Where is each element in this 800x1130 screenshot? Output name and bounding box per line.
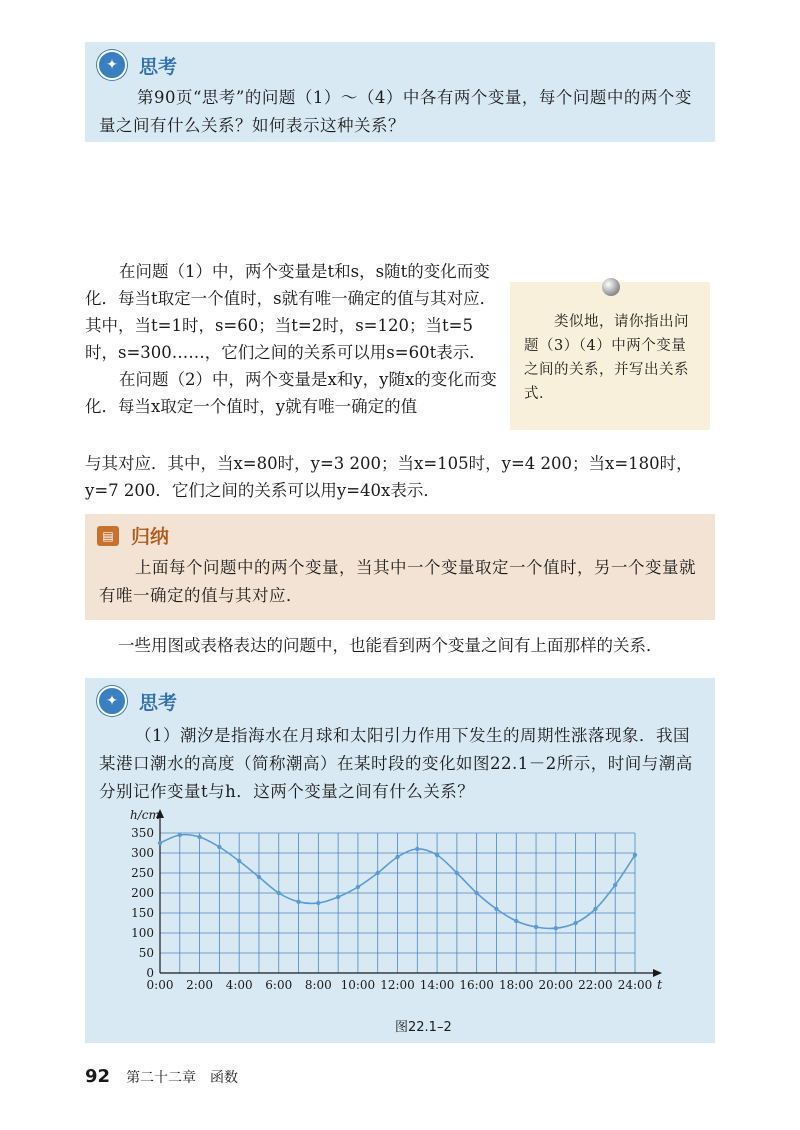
- data-point: [633, 853, 637, 857]
- y-tick-label: 0: [146, 966, 154, 980]
- think-header-1: [97, 50, 177, 80]
- summary-text: 上面每个问题中的两个变量，当其中一个变量取定一个值时，另一个变量就有唯一确定的值与其对应．: [99, 558, 696, 605]
- data-point: [217, 845, 221, 849]
- data-point: [514, 919, 518, 923]
- y-tick-label: 250: [131, 866, 154, 880]
- summary-title: 归纳: [131, 526, 170, 548]
- x-tick-label: 18:00: [498, 978, 534, 992]
- data-point: [455, 871, 459, 875]
- y-axis-label: h/cm: [130, 808, 160, 822]
- think-header-2: [97, 686, 177, 716]
- side-note-text: 类似地，请你指出问题（3）（4）中两个变量之间的关系，并写出关系式．: [524, 314, 689, 402]
- data-point: [178, 833, 182, 837]
- data-point: [237, 859, 241, 863]
- data-point: [316, 901, 320, 905]
- think-question-2: （1）潮汐是指海水在月球和太阳引力作用下发生的周期性涨落现象．我国某港口潮水的高度（简称潮高）在某时段的变化如图22.1－2所示，时间与潮高分别记作变量t与h．这两个变量之间有什么关系？: [99, 726, 693, 801]
- pin-icon: [602, 278, 620, 296]
- data-point: [336, 895, 340, 899]
- data-point: [197, 835, 201, 839]
- data-point: [613, 883, 617, 887]
- data-point: [573, 921, 577, 925]
- tide-chart: [115, 808, 705, 1038]
- data-point: [593, 907, 597, 911]
- data-point: [435, 853, 439, 857]
- paragraph-problem-1: 在问题（1）中，两个变量是t和s，s随t的变化而变化．每当t取定一个值时，s就有唯一确定的值与其对应．其中，当t=1时，s=60；当t=2时，s=120；当t=5时，s=300……，它们之间的关系可以用s=60t表示．: [85, 262, 497, 362]
- data-point: [158, 841, 162, 845]
- figure-caption: 图22.1–2: [395, 1020, 452, 1035]
- data-point: [296, 900, 300, 904]
- data-point: [534, 925, 538, 929]
- y-tick-label: 150: [131, 906, 154, 920]
- x-tick-label: 4:00: [225, 978, 253, 992]
- x-axis-label: t: [657, 978, 663, 993]
- y-tick-label: 100: [131, 926, 154, 940]
- lightbulb-icon: ✦: [97, 686, 127, 716]
- data-point: [376, 871, 380, 875]
- x-tick-label: 22:00: [578, 978, 613, 992]
- think-box-1: [85, 42, 715, 142]
- page-number: 92: [85, 1066, 111, 1087]
- x-tick-label: 0:00: [146, 978, 174, 992]
- think-question-1: 第90页“思考”的问题（1）～（4）中各有两个变量，每个问题中的两个变量之间有什么关系？如何表示这种关系？: [99, 88, 692, 135]
- x-tick-label: 12:00: [380, 978, 415, 992]
- chapter-title: 第二十二章 函数: [126, 1070, 239, 1086]
- x-axis-arrow: [653, 969, 662, 977]
- data-point: [554, 926, 558, 930]
- x-tick-label: 16:00: [459, 978, 494, 992]
- think-title-2: 思考: [139, 691, 178, 714]
- think-title-1: 思考: [139, 55, 178, 78]
- data-point: [415, 847, 419, 851]
- side-note: [510, 282, 710, 430]
- summary-box: [85, 514, 715, 620]
- lightbulb-icon: ✦: [97, 50, 127, 80]
- think-box-2: [85, 678, 715, 1043]
- paragraph-problem-2-part2: 与其对应．其中，当x=80时，y=3 200；当x=105时，y=4 200；当x=180时，y=7 200．它们之间的关系可以用y=40x表示．: [85, 454, 693, 500]
- transition-text: 一些用图或表格表达的问题中，也能看到两个变量之间有上面那样的关系．: [118, 636, 663, 655]
- y-tick-label: 50: [138, 946, 154, 960]
- summary-icon: ▤: [97, 526, 119, 546]
- data-point: [395, 855, 399, 859]
- x-tick-label: 14:00: [419, 978, 455, 992]
- data-point: [474, 891, 478, 895]
- y-tick-label: 350: [131, 826, 154, 840]
- data-point: [257, 875, 261, 879]
- data-point: [494, 907, 498, 911]
- data-point: [277, 891, 281, 895]
- x-tick-label: 10:00: [340, 978, 376, 992]
- body-text: [85, 258, 505, 420]
- tide-chart-svg: [115, 808, 705, 1008]
- summary-header: [97, 522, 169, 549]
- paragraph-problem-2-part1: 在问题（2）中，两个变量是x和y，y随x的变化而变化．每当x取定一个值时，y就有唯一确定的值: [85, 370, 497, 416]
- x-tick-label: 6:00: [265, 978, 293, 992]
- x-tick-label: 2:00: [186, 978, 214, 992]
- x-tick-label: 24:00: [617, 978, 653, 992]
- page-footer: [85, 1066, 238, 1087]
- x-tick-label: 8:00: [304, 978, 332, 992]
- x-tick-label: 20:00: [538, 978, 574, 992]
- y-tick-label: 300: [131, 846, 154, 860]
- data-point: [356, 885, 360, 889]
- y-tick-label: 200: [131, 886, 154, 900]
